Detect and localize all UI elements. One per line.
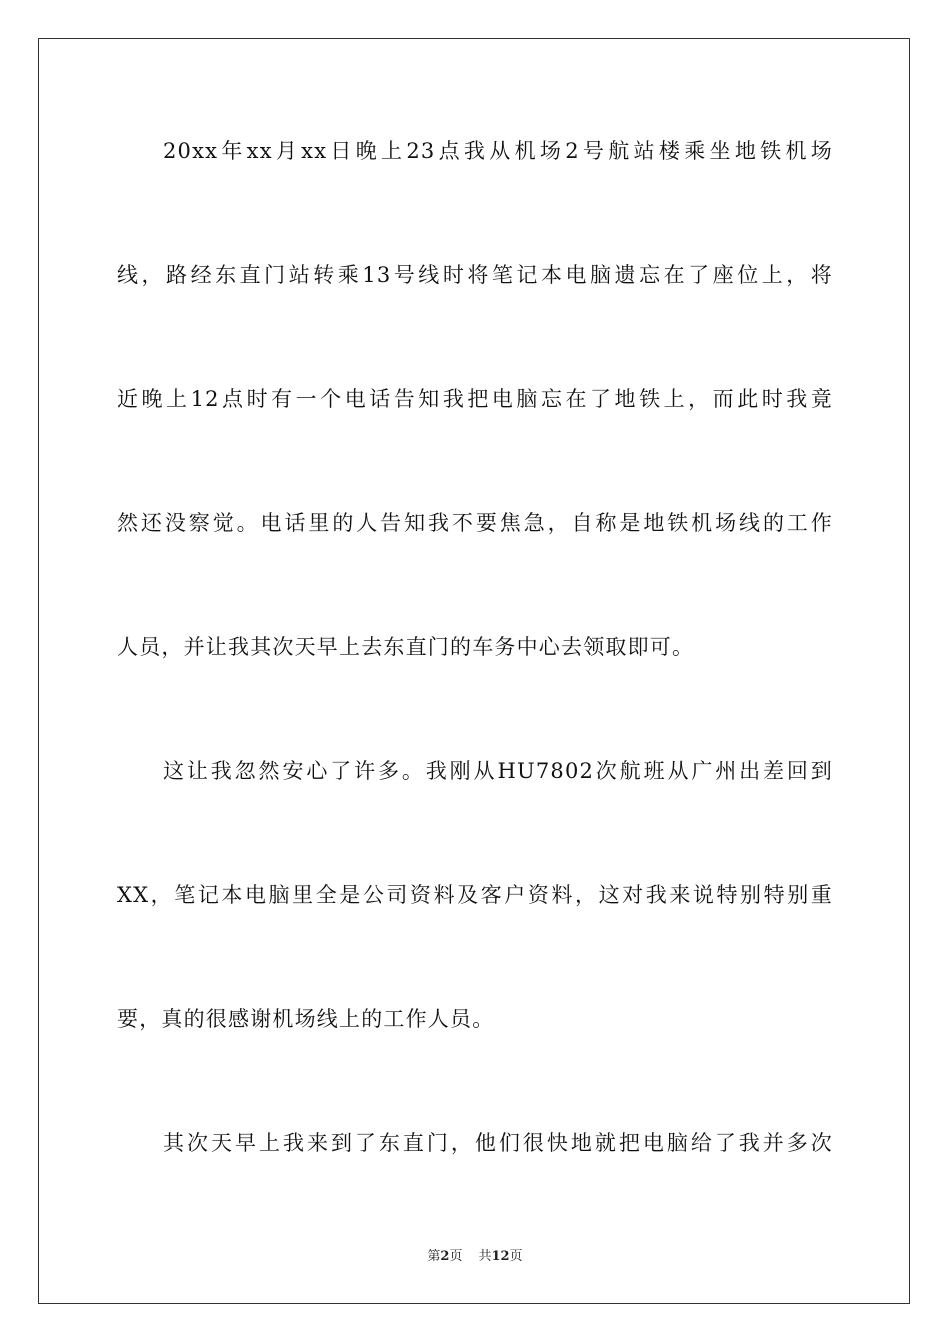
- page-border: [38, 38, 910, 1304]
- footer-page-total: 12: [491, 1249, 510, 1264]
- paragraph-1-line-2: 线，路经东直门站转乘13号线时将笔记本电脑遗忘在了座位上，将: [117, 263, 833, 287]
- paragraph-3-line-1: 其次天早上我来到了东直门，他们很快地就把电脑给了我并多次: [163, 1131, 833, 1155]
- footer-page-current: 2: [440, 1249, 450, 1264]
- paragraph-2-line-3: 要，真的很感谢机场线上的工作人员。: [117, 1007, 495, 1031]
- page-footer: [0, 1248, 950, 1266]
- paragraph-2-line-1: 这让我忽然安心了许多。我刚从HU7802次航班从广州出差回到: [163, 759, 833, 783]
- footer-total-prefix: 共: [478, 1249, 492, 1264]
- paragraph-1-line-5: 人员，并让我其次天早上去东直门的车务中心去领取即可。: [117, 635, 695, 659]
- footer-page-prefix: 第: [427, 1249, 441, 1264]
- footer-total-suffix: 页: [509, 1249, 523, 1264]
- paragraph-1-line-1: 20xx年xx月xx日晚上23点我从机场2号航站楼乘坐地铁机场: [163, 139, 833, 163]
- paragraph-2-line-2: XX，笔记本电脑里全是公司资料及客户资料，这对我来说特别特别重: [117, 883, 833, 907]
- footer-page-suffix: 页: [449, 1249, 463, 1264]
- paragraph-1-line-4: 然还没察觉。电话里的人告知我不要焦急，自称是地铁机场线的工作: [117, 511, 833, 535]
- paragraph-1-line-3: 近晚上12点时有一个电话告知我把电脑忘在了地铁上，而此时我竟: [117, 387, 833, 411]
